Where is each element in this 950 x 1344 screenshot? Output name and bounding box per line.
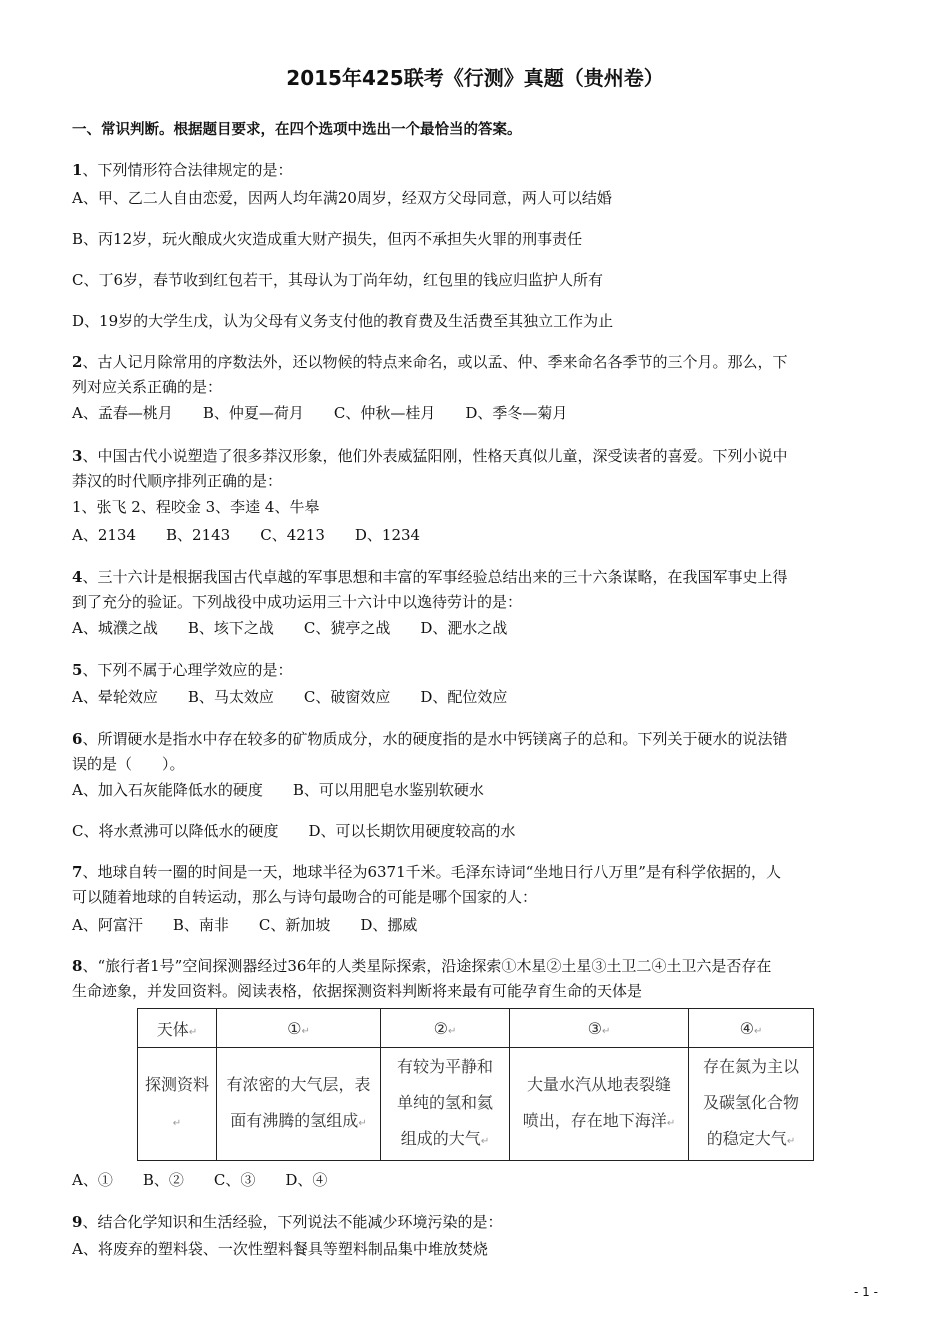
option: B、垓下之战 (187, 619, 274, 637)
option: C、猇亭之战 (303, 619, 391, 637)
option: B、南非 (172, 916, 229, 934)
question-5-stem: 5、下列不属于心理学效应的是： (72, 661, 293, 679)
table-header-cell: ①↵ (217, 1009, 381, 1048)
option: B、② (142, 1171, 184, 1189)
question-9-stem: 9、结合化学知识和生活经验，下列说法不能减少环境污染的是： (72, 1213, 503, 1231)
question-2-options (72, 403, 597, 423)
option: C、③ (213, 1171, 256, 1189)
question-7-options (72, 915, 447, 935)
option: D、配位效应 (420, 688, 508, 706)
option: D、④ (285, 1171, 328, 1189)
question-1-option-b: B、丙12岁，玩火酿成火灾造成重大财产损失，但丙不承担失火罪的刑事责任 (72, 230, 583, 248)
option: B、仲夏—荷月 (202, 404, 304, 422)
section-heading: 一、常识判断。根据题目要求，在四个选项中选出一个最恰当的答案。 (72, 122, 522, 138)
option: B、可以用肥皂水鉴别软硬水 (292, 781, 484, 799)
option: D、淝水之战 (420, 619, 508, 637)
option: C、破窗效应 (303, 688, 391, 706)
page-number: - 1 - (854, 1285, 878, 1299)
option: A、孟春—桃月 (72, 404, 173, 422)
table-header-cell: ②↵ (381, 1009, 510, 1048)
table-header-cell: 天体↵ (138, 1009, 217, 1048)
question-8-stem-line2: 生命迹象，并发回资料。阅读表格，依据探测资料判断将来最有可能孕育生命的天体是 (72, 982, 643, 1000)
table-cell: 存在氮为主以 及碳氢化合物 的稳定大气↵ (689, 1048, 814, 1161)
question-1-stem: 1、下列情形符合法律规定的是： (72, 161, 293, 179)
table-cell: 有较为平静和 单纯的氢和氦 组成的大气↵ (381, 1048, 510, 1161)
option: C、将水煮沸可以降低水的硬度 (72, 822, 279, 840)
question-3-list: 1、张飞 2、程咬金 3、李逵 4、牛皋 (72, 498, 320, 516)
option: C、新加坡 (258, 916, 331, 934)
document-title: 2015年425联考《行测》真题（贵州卷） (286, 66, 664, 90)
question-1-option-c: C、丁6岁，春节收到红包若干，其母认为丁尚年幼，红包里的钱应归监护人所有 (72, 271, 604, 289)
option: A、城濮之战 (72, 619, 158, 637)
question-3-stem: 3、中国古代小说塑造了很多莽汉形象，他们外表威猛阳刚，性格天真似儿童，深受读者的喜爱。下列小说中 (72, 447, 788, 465)
question-1-option-a: A、甲、乙二人自由恋爱，因两人均年满20周岁，经双方父母同意，两人可以结婚 (72, 189, 612, 207)
question-9-option-a: A、将废弃的塑料袋、一次性塑料餐具等塑料制品集中堆放焚烧 (72, 1240, 488, 1258)
option: A、2134 (72, 526, 137, 544)
question-4-stem: 4、三十六计是根据我国古代卓越的军事思想和丰富的军事经验总结出来的三十六条谋略，在我国军事史上得 (72, 568, 788, 586)
question-7-stem-line2: 可以随着地球的自转运动，那么与诗句最吻合的可能是哪个国家的人： (72, 888, 538, 906)
table-cell: 大量水汽从地表裂缝 喷出，存在地下海洋↵ (510, 1048, 689, 1161)
option: D、挪威 (360, 916, 418, 934)
option: A、阿富汗 (72, 916, 143, 934)
option: C、仲秋—桂月 (333, 404, 436, 422)
question-7-stem: 7、地球自转一圈的时间是一天，地球半径为6371千米。毛泽东诗词“坐地日行八万里”是有科学依据的，人 (72, 863, 781, 881)
question-2-stem-line2: 列对应关系正确的是： (72, 378, 223, 396)
table-header-cell: ④↵ (689, 1009, 814, 1048)
question-3-stem-line2: 莽汉的时代顺序排列正确的是： (72, 472, 283, 490)
option: A、加入石灰能降低水的硬度 (72, 781, 263, 799)
question-5-options (72, 687, 537, 707)
question-6-stem-line2: 误的是（ ）。 (72, 755, 185, 773)
table-header-cell: ③↵ (510, 1009, 689, 1048)
question-8-stem: 8、“旅行者1号”空间探测器经过36年的人类星际探索，沿途探索①木星②土星③土卫二④土卫六是否存在 (72, 957, 772, 975)
option: D、1234 (354, 526, 421, 544)
question-4-stem-line2: 到了充分的验证。下列战役中成功运用三十六计中以逸待劳计的是： (72, 593, 523, 611)
question-6-options-ab (72, 780, 514, 800)
option: D、可以长期饮用硬度较高的水 (308, 822, 516, 840)
question-8-options (72, 1170, 357, 1190)
option: B、2143 (166, 526, 231, 544)
option: B、马太效应 (187, 688, 274, 706)
option: A、① (72, 1171, 113, 1189)
table-cell: 有浓密的大气层，表 面有沸腾的氢组成↵ (217, 1048, 381, 1161)
question-6-stem: 6、所谓硬水是指水中存在较多的矿物质成分，水的硬度指的是水中钙镁离子的总和。下列关于硬水的说法错 (72, 730, 788, 748)
option: C、4213 (260, 526, 325, 544)
question-2-stem: 2、古人记月除常用的序数法外，还以物候的特点来命名，或以孟、仲、季来命名各季节的三个月。那么，下 (72, 353, 788, 371)
option: A、晕轮效应 (72, 688, 158, 706)
question-3-options (72, 525, 450, 545)
question-1-option-d: D、19岁的大学生戊，认为父母有义务支付他的教育费及生活费至其独立工作为止 (72, 312, 614, 330)
question-4-options (72, 618, 537, 638)
probe-data-table (137, 1008, 814, 1161)
question-6-options-cd (72, 821, 546, 841)
option: D、季冬—菊月 (465, 404, 568, 422)
table-row-label: 探测资料↵ (138, 1048, 217, 1161)
